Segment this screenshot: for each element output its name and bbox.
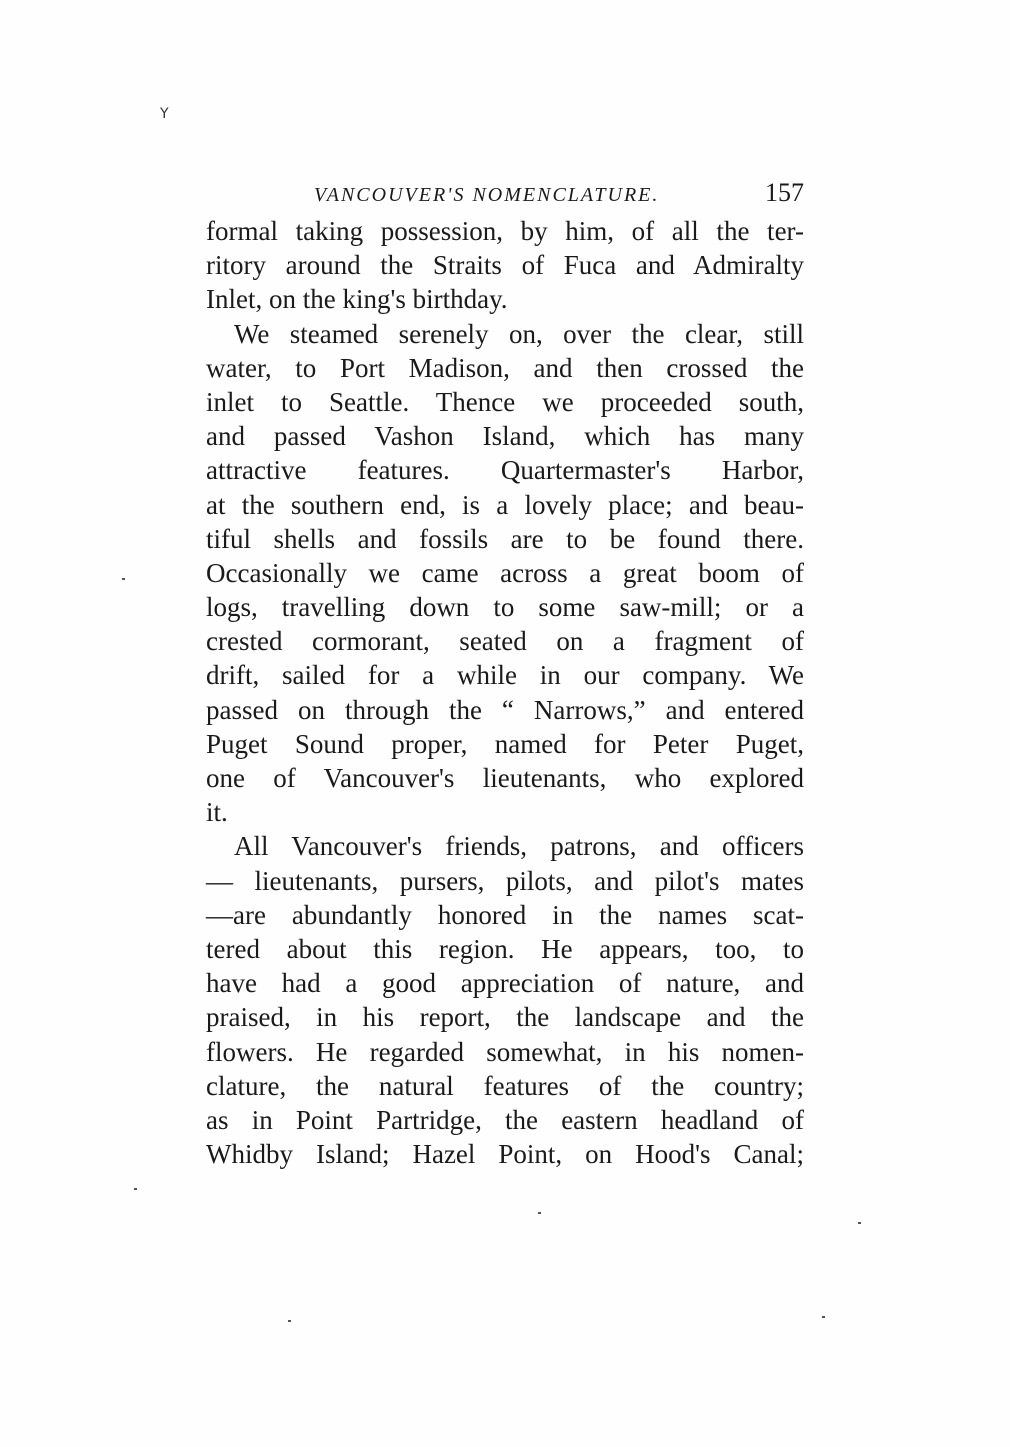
running-title: VANCOUVER'S NOMENCLATURE.: [314, 184, 660, 206]
text-line: have had a good appreciation of nature, and: [206, 968, 804, 999]
text-line: logs, travelling down to some saw-mill; or a: [206, 592, 804, 623]
scan-speck: [134, 1188, 137, 1190]
text-line: We steamed serenely on, over the clear, still: [234, 318, 804, 349]
text-line: clature, the natural features of the country;: [206, 1070, 804, 1101]
text-line: tered about this region. He appears, too, to: [206, 933, 804, 964]
text-line: at the southern end, is a lovely place; and beau-: [206, 489, 804, 520]
text-line: as in Point Partridge, the eastern headland of: [206, 1104, 804, 1135]
text-line: ritory around the Straits of Fuca and Admiralty: [206, 250, 804, 281]
text-line: formal taking possession, by him, of all the ter-: [206, 216, 804, 246]
text-line: one of Vancouver's lieutenants, who explored: [206, 763, 804, 793]
page-number: 157: [765, 178, 804, 207]
scan-speck: [288, 1320, 291, 1322]
text-line: inlet to Seattle. Thence we proceeded south,: [206, 386, 804, 417]
text-line: it.: [206, 797, 228, 828]
text-line: Whidby Island; Hazel Point, on Hood's Canal;: [206, 1139, 804, 1170]
text-line: praised, in his report, the landscape and the: [206, 1002, 804, 1033]
body-text: [206, 214, 804, 1171]
text-line: drift, sailed for a while in our company. We: [206, 660, 804, 691]
text-line: Puget Sound proper, named for Peter Puget,: [206, 728, 804, 759]
text-line: —are abundantly honored in the names scat-: [206, 899, 804, 930]
scan-speck: [858, 1222, 861, 1224]
scan-speck: [538, 1212, 541, 1214]
running-header: [206, 178, 804, 218]
margin-mark: Y: [160, 106, 169, 122]
text-line: passed on through the “ Narrows,” and entered: [206, 694, 804, 725]
scan-speck: [822, 1316, 825, 1318]
text-line: tiful shells and fossils are to be found there.: [206, 523, 804, 554]
text-line: flowers. He regarded somewhat, in his nomen-: [206, 1036, 804, 1067]
text-line: Occasionally we came across a great boom of: [206, 557, 804, 588]
scan-speck: [122, 578, 125, 580]
text-line: crested cormorant, seated on a fragment of: [206, 626, 804, 657]
text-line: Inlet, on the king's birthday.: [206, 284, 508, 315]
text-line: All Vancouver's friends, patrons, and officers: [234, 831, 804, 862]
text-line: — lieutenants, pursers, pilots, and pilot's mates: [206, 865, 804, 896]
text-line: water, to Port Madison, and then crossed the: [206, 352, 804, 383]
text-line: attractive features. Quartermaster's Harbor,: [206, 455, 804, 486]
text-line: and passed Vashon Island, which has many: [206, 421, 804, 452]
